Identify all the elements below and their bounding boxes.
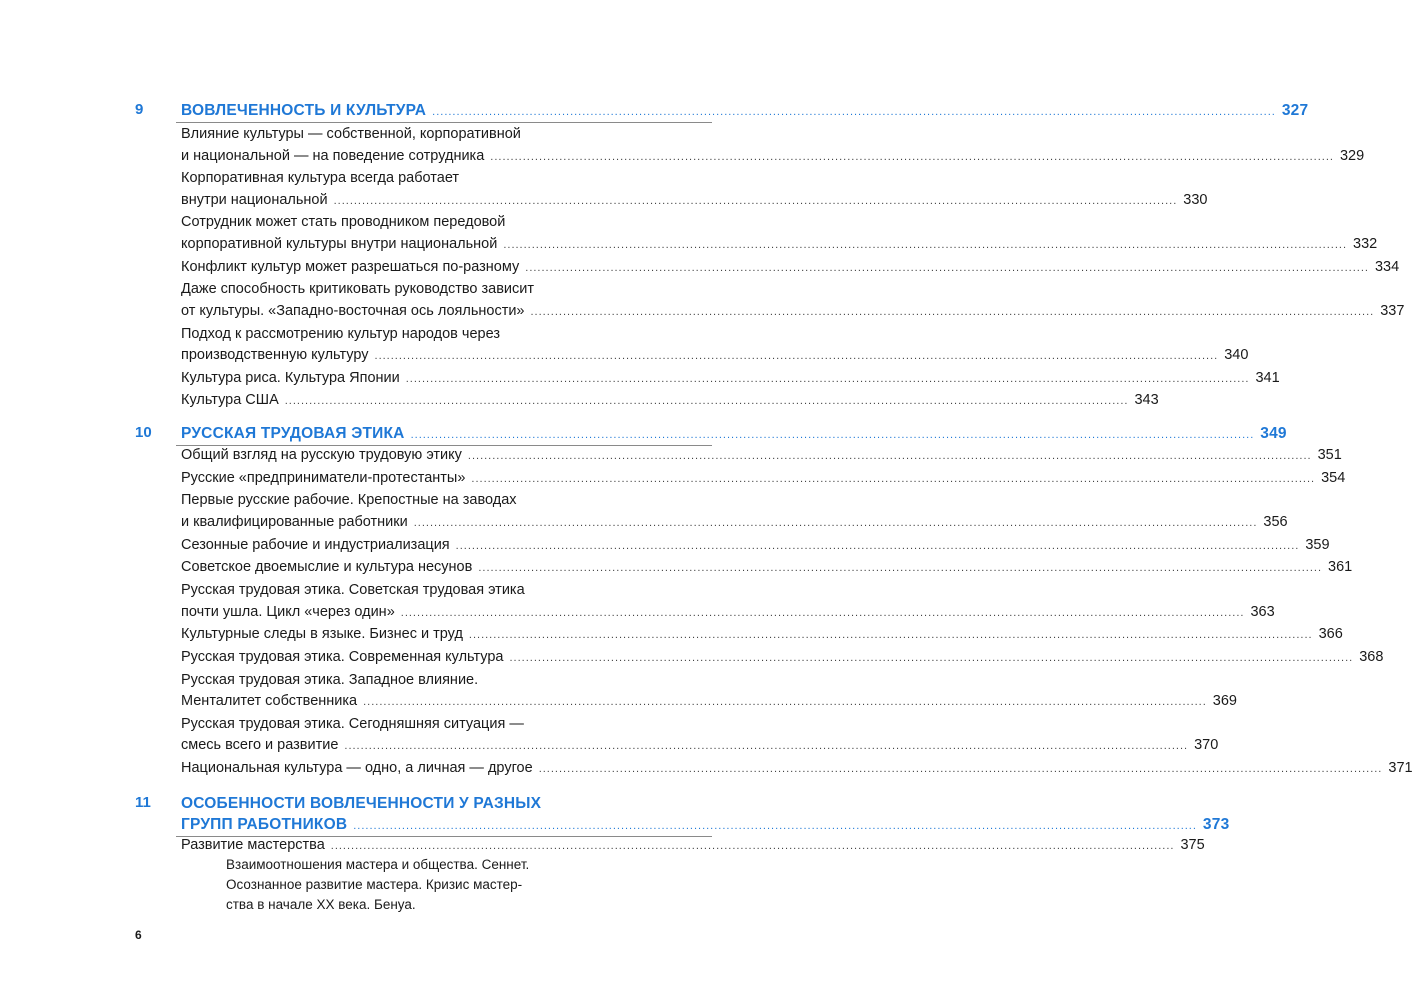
- chapter-number: 10: [135, 424, 152, 441]
- dot-leader: [432, 106, 1276, 118]
- chapter-title[interactable]: [181, 423, 1287, 444]
- toc-entry[interactable]: [181, 714, 1219, 757]
- toc-entry[interactable]: [181, 279, 1405, 322]
- toc-entry[interactable]: [181, 557, 1353, 579]
- toc-entry[interactable]: [181, 257, 1400, 279]
- summary-line: ства в начале XX века. Бенуа.: [226, 896, 416, 912]
- toc-entry[interactable]: [181, 124, 1365, 167]
- toc-entry[interactable]: [181, 580, 1275, 623]
- toc-entry[interactable]: [181, 212, 1378, 255]
- entry-page-number: 370: [1194, 737, 1219, 754]
- entry-text: Общий взгляд на русскую трудовую этику: [181, 447, 462, 463]
- dot-leader: [401, 607, 1245, 619]
- entry-text: Культурные следы в языке. Бизнес и труд: [181, 626, 463, 643]
- chapter-title-line: РУССКАЯ ТРУДОВАЯ ЭТИКА: [181, 425, 405, 442]
- entry-text: Русская трудовая этика. Западное влияние.: [181, 671, 479, 688]
- entry-page-number: 369: [1212, 693, 1237, 710]
- entry-page-number: 332: [1353, 235, 1378, 252]
- dot-leader: [406, 373, 1250, 385]
- entry-page-number: 366: [1318, 626, 1343, 643]
- entry-text: Сезонные рабочие и индустриализация: [181, 536, 450, 553]
- entry-page-number: 343: [1134, 392, 1159, 409]
- entry-text: от культуры. «Западно-восточная ось лояльности»: [181, 302, 525, 319]
- toc-entry[interactable]: [181, 390, 1159, 412]
- entry-page-number: 329: [1339, 147, 1365, 164]
- chapter-title-line: ВОВЛЕЧЕННОСТЬ И КУЛЬТУРА: [181, 102, 427, 119]
- dot-leader: [469, 629, 1313, 641]
- entry-page-number: 363: [1250, 603, 1275, 620]
- entry-text: Национальная культура — одно, а личная — другое: [181, 760, 533, 776]
- entry-text: Менталитет собственника: [181, 693, 358, 710]
- dot-leader: [363, 696, 1207, 708]
- entry-text: производственную культуру: [181, 347, 369, 363]
- dot-leader: [344, 740, 1188, 752]
- dot-leader: [411, 429, 1255, 441]
- entry-text: Русская трудовая этика. Советская трудовая этика: [181, 582, 525, 598]
- toc-entry[interactable]: [181, 835, 1205, 857]
- dot-leader: [456, 540, 1300, 552]
- entry-page-number: 361: [1328, 559, 1353, 576]
- entry-text: и квалифицированные работники: [181, 513, 408, 530]
- dot-leader: [414, 517, 1258, 529]
- summary-line: Взаимоотношения мастера и общества. Сеннет.: [226, 856, 530, 872]
- toc-entry[interactable]: [181, 535, 1330, 557]
- dot-leader: [375, 350, 1219, 362]
- page-number: 6: [135, 928, 142, 942]
- chapter-title-line: ГРУПП РАБОТНИКОВ: [181, 816, 348, 833]
- dot-leader: [510, 652, 1354, 664]
- dot-leader: [331, 840, 1175, 852]
- dot-leader: [525, 262, 1369, 274]
- dot-leader: [478, 562, 1322, 574]
- summary-line: Осознанное развитие мастера. Кризис мастер-: [226, 876, 523, 892]
- toc-entry[interactable]: [181, 468, 1346, 490]
- toc-entry[interactable]: [181, 624, 1343, 646]
- entry-text: Советское двоемыслие и культура несунов: [181, 559, 473, 576]
- entry-page-number: 359: [1305, 536, 1330, 553]
- dot-leader: [285, 395, 1129, 407]
- dot-leader: [334, 195, 1178, 207]
- entry-page-number: 337: [1380, 302, 1405, 319]
- entry-summary: [226, 855, 706, 915]
- dot-leader: [531, 306, 1375, 318]
- chapter-title-line: ОСОБЕННОСТИ ВОВЛЕЧЕННОСТИ У РАЗНЫХ: [181, 795, 542, 812]
- entry-text: Влияние культуры — собственной, корпоративной: [181, 126, 521, 142]
- entry-text: Культура США: [181, 392, 279, 409]
- dot-leader: [539, 763, 1383, 775]
- chapter-divider: [176, 122, 712, 123]
- entry-text: смесь всего и развитие: [181, 737, 339, 754]
- entry-page-number: 371: [1388, 760, 1413, 776]
- toc-entry[interactable]: [181, 324, 1249, 367]
- entry-text: Русская трудовая этика. Сегодняшняя ситуация —: [181, 715, 524, 732]
- toc-entry[interactable]: [181, 445, 1342, 467]
- chapter-title[interactable]: [181, 793, 1230, 835]
- chapter-title[interactable]: [181, 100, 1309, 121]
- entry-text: Корпоративная культура всегда работает: [181, 170, 460, 187]
- entry-text: Культура риса. Культура Японии: [181, 369, 400, 386]
- entry-page-number: 341: [1255, 369, 1280, 386]
- entry-text: Даже способность критиковать руководство зависит: [181, 281, 534, 298]
- entry-page-number: 330: [1183, 191, 1208, 208]
- entry-text: корпоративной культуры внутри национальной: [181, 235, 498, 252]
- toc-entry[interactable]: [181, 758, 1413, 780]
- chapter-page-number: 349: [1260, 425, 1287, 442]
- entry-text: почти ушла. Цикл «через один»: [181, 603, 395, 620]
- entry-page-number: 368: [1359, 648, 1384, 665]
- entry-text: внутри национальной: [181, 191, 328, 208]
- toc-entry[interactable]: [181, 368, 1280, 390]
- dot-leader: [471, 473, 1315, 485]
- dot-leader: [353, 820, 1197, 832]
- entry-page-number: 334: [1374, 258, 1400, 275]
- dot-leader: [503, 239, 1347, 251]
- entry-text: и национальной — на поведение сотрудника: [181, 147, 485, 164]
- entry-text: Русская трудовая этика. Современная культура: [181, 648, 504, 665]
- toc-entry[interactable]: [181, 490, 1288, 533]
- entry-page-number: 375: [1180, 837, 1205, 853]
- entry-text: Первые русские рабочие. Крепостные на заводах: [181, 492, 517, 509]
- entry-page-number: 351: [1317, 447, 1342, 463]
- entry-page-number: 356: [1263, 513, 1288, 530]
- toc-entry[interactable]: [181, 168, 1208, 211]
- entry-text: Конфликт культур может разрешаться по-разному: [181, 258, 520, 275]
- entry-text: Русские «предприниматели-протестанты»: [181, 469, 466, 486]
- chapter-number: 9: [135, 101, 144, 118]
- entry-page-number: 340: [1224, 347, 1249, 363]
- dot-leader: [490, 151, 1334, 163]
- dot-leader: [468, 450, 1312, 462]
- entry-text: Подход к рассмотрению культур народов через: [181, 325, 500, 342]
- entry-page-number: 354: [1321, 469, 1346, 486]
- chapter-page-number: 327: [1281, 102, 1309, 119]
- entry-text: Сотрудник может стать проводником передовой: [181, 214, 506, 231]
- chapter-number: 11: [135, 794, 151, 811]
- toc-entry[interactable]: [181, 647, 1384, 669]
- toc-entry[interactable]: [181, 670, 1237, 713]
- entry-text: Развитие мастерства: [181, 837, 325, 853]
- chapter-page-number: 373: [1202, 816, 1230, 833]
